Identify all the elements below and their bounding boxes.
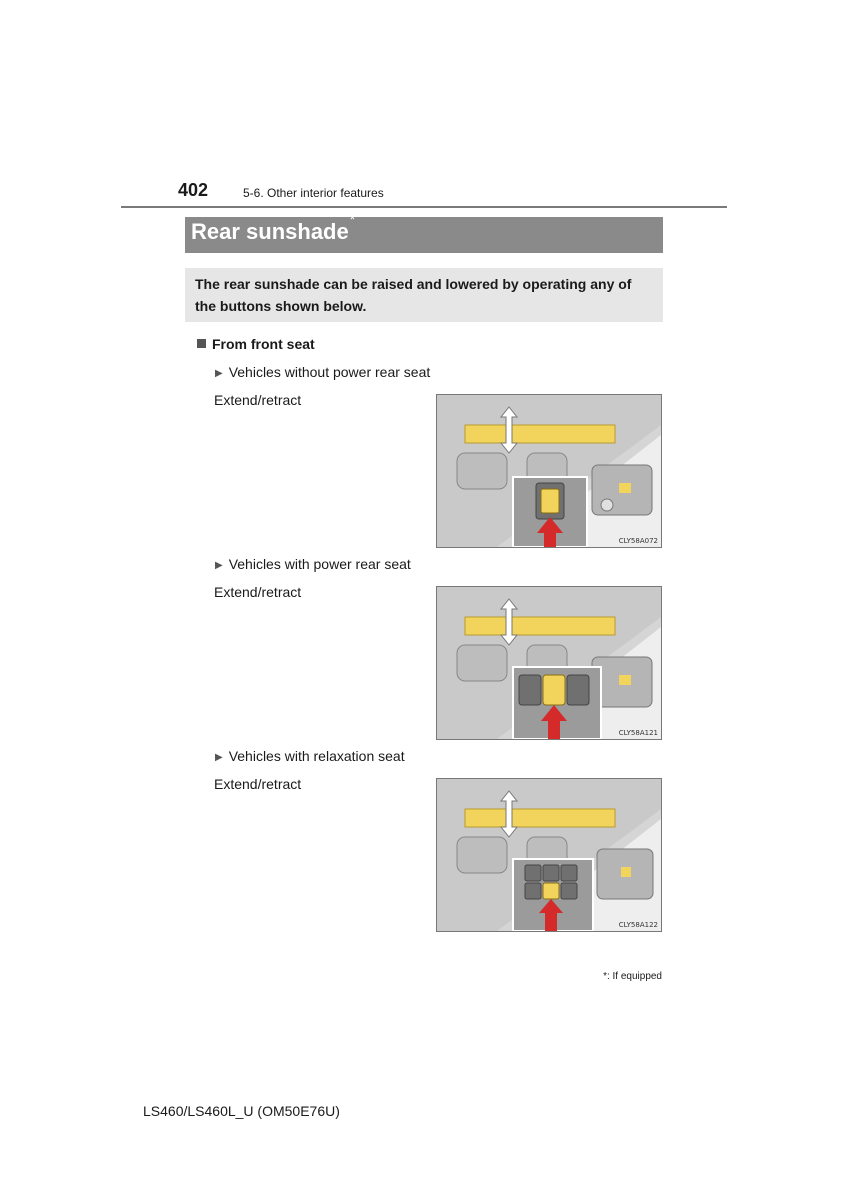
- section-title-bar: [185, 211, 663, 253]
- car-interior-illustration: [437, 395, 661, 547]
- figure-with-power-seat: [436, 586, 662, 740]
- figure-with-relaxation-seat: [436, 778, 662, 932]
- variant-label-text: Vehicles with relaxation seat: [228, 748, 405, 764]
- section-reference: 5-6. Other interior features: [243, 186, 384, 200]
- title-footnote-marker: *: [349, 211, 356, 227]
- car-interior-illustration: [437, 779, 661, 931]
- triangle-bullet-icon: ▶: [215, 752, 223, 763]
- figure-code: CLY58A072: [618, 537, 658, 545]
- figure-without-power-seat: [436, 394, 662, 548]
- car-interior-illustration: [437, 587, 661, 739]
- variant-label-text: Vehicles without power rear seat: [228, 364, 431, 380]
- variant-label-2: [215, 556, 411, 572]
- page-title: Rear sunshade: [191, 219, 349, 244]
- variant-label-3: [215, 748, 405, 764]
- variant-caption-2: Extend/retract: [214, 584, 302, 600]
- variant-label-1: [215, 364, 430, 380]
- variant-caption-1: Extend/retract: [214, 392, 302, 408]
- subsection-heading: [197, 336, 315, 352]
- square-bullet-icon: [197, 339, 206, 348]
- figure-code: CLY58A121: [618, 729, 658, 737]
- footnote: *: If equipped: [603, 971, 662, 982]
- intro-box: The rear sunshade can be raised and lowered by operating any of the buttons shown below.: [185, 268, 663, 322]
- variant-caption-3: Extend/retract: [214, 776, 302, 792]
- triangle-bullet-icon: ▶: [215, 560, 223, 571]
- triangle-bullet-icon: ▶: [215, 368, 223, 379]
- subsection-heading-text: From front seat: [212, 336, 315, 352]
- variant-label-text: Vehicles with power rear seat: [228, 556, 411, 572]
- footer-model-code: LS460/LS460L_U (OM50E76U): [143, 1103, 340, 1119]
- figure-code: CLY58A122: [618, 921, 658, 929]
- page-number: 402: [178, 180, 209, 200]
- header-divider: [121, 206, 727, 208]
